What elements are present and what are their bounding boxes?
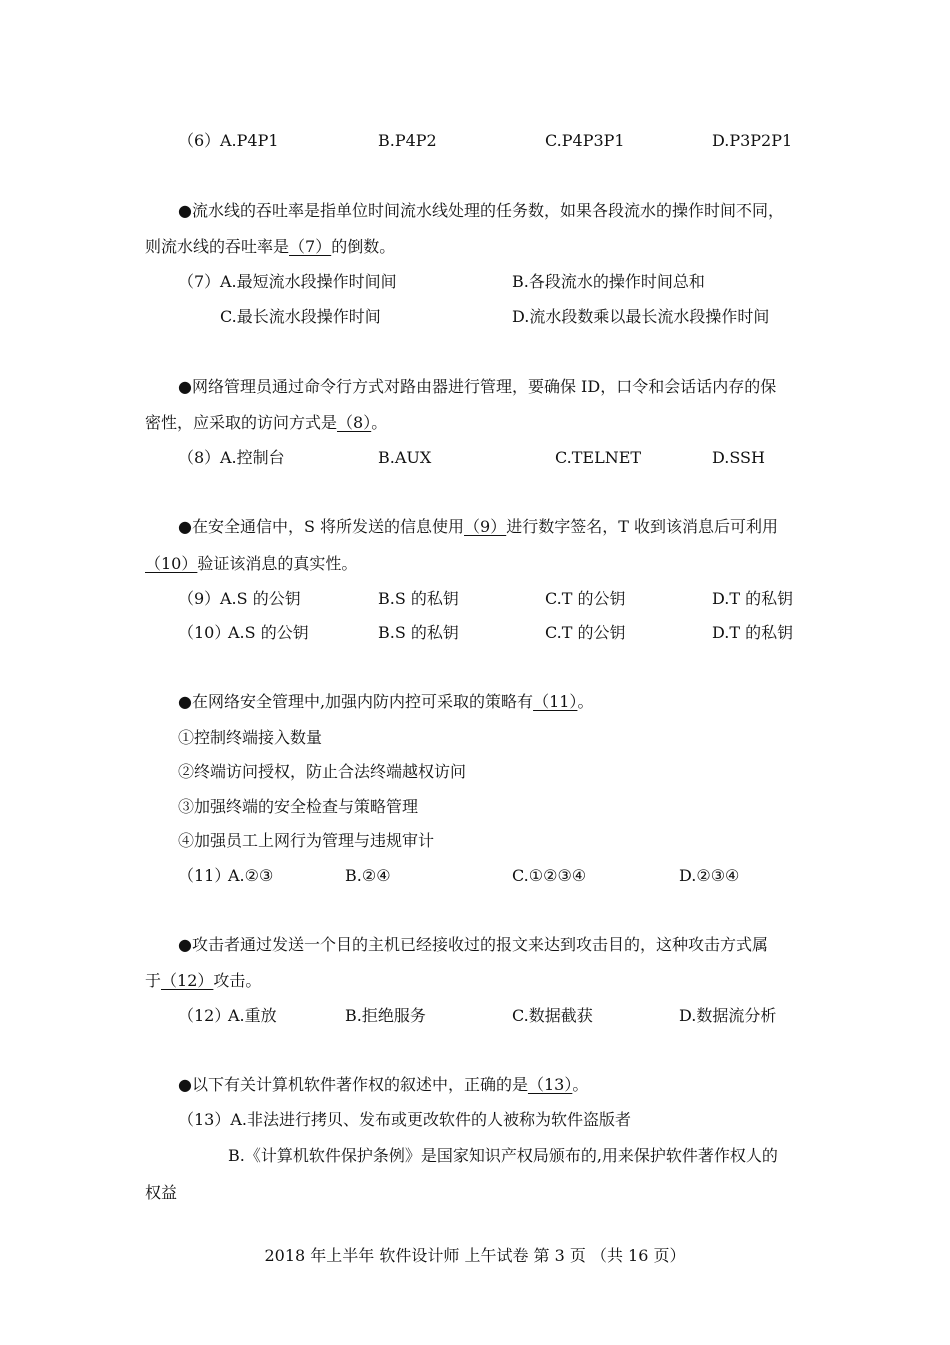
q12-option-c: C.数据截获	[512, 1006, 593, 1025]
q9-stem-pre: ●在安全通信中，S 将所发送的信息使用	[178, 517, 465, 536]
q8-option-d: D.SSH	[712, 448, 765, 467]
q7-number: （7）	[178, 272, 221, 291]
q9-option-a: A.S 的公钥	[220, 589, 301, 608]
q6-option-c: C.P4P3P1	[545, 131, 625, 150]
q7-option-d: D.流水段数乘以最长流水段操作时间	[512, 307, 770, 326]
q13-number: （13）	[178, 1110, 231, 1129]
q11-option-d: D.②③④	[679, 866, 740, 885]
q9-stem-post: 进行数字签名，T 收到该消息后可利用	[506, 517, 778, 536]
q11-number: （11）	[178, 866, 231, 885]
q10-option-b: B.S 的私钥	[378, 623, 459, 642]
q10-option-d: D.T 的私钥	[712, 623, 794, 642]
q6-option-d: D.P3P2P1	[712, 131, 793, 150]
q12-blank: （12）	[161, 971, 214, 990]
q9-stem-line1	[178, 516, 778, 538]
q10-stem-line2	[145, 553, 357, 575]
q8-blank: （8）	[337, 413, 372, 432]
q6-number: （6）	[178, 131, 221, 150]
q11-option-b: B.②④	[345, 866, 391, 885]
q11-option-c: C.①②③④	[512, 866, 587, 885]
q10-option-c: C.T 的公钥	[545, 623, 626, 642]
q13-option-b-line2: 权益	[145, 1183, 178, 1202]
page-footer: 2018 年上半年 软件设计师 上午试卷 第 3 页 （共 16 页）	[264, 1246, 686, 1265]
q6-option-a: A.P4P1	[220, 131, 279, 150]
q11-stem-post: 。	[577, 692, 594, 711]
q7-blank: （7）	[289, 237, 332, 256]
q12-stem-post: 攻击。	[213, 971, 262, 990]
q7-option-b: B.各段流水的操作时间总和	[512, 272, 705, 291]
q7-stem-line1: ●流水线的吞吐率是指单位时间流水线处理的任务数，如果各段流水的操作时间不同，	[178, 201, 784, 220]
q8-stem-pre: 密性，应采取的访问方式是	[145, 413, 338, 432]
q11-stem	[178, 691, 593, 713]
q8-option-b: B.AUX	[378, 448, 432, 467]
q9-option-b: B.S 的私钥	[378, 589, 459, 608]
q10-stem-post: 验证该消息的真实性。	[197, 554, 358, 573]
q13-stem-post: 。	[572, 1075, 589, 1094]
q10-blank: （10）	[145, 554, 198, 573]
q7-option-a: A.最短流水段操作时间间	[220, 272, 397, 291]
q7-option-c: C.最长流水段操作时间	[220, 307, 381, 326]
q12-option-a: A.重放	[228, 1006, 277, 1025]
q13-blank: （13）	[527, 1075, 573, 1094]
q9-option-c: C.T 的公钥	[545, 589, 626, 608]
q8-number: （8）	[178, 448, 221, 467]
q11-stem-pre: ●在网络安全管理中,加强内防内控可采取的策略有	[178, 692, 534, 711]
q9-blank: （9）	[464, 517, 507, 536]
q13-stem	[178, 1074, 588, 1096]
q7-stem-line2	[145, 236, 395, 258]
q8-stem-post: 。	[371, 413, 388, 432]
q12-stem-line2	[145, 970, 261, 992]
q6-option-b: B.P4P2	[378, 131, 437, 150]
q11-item-2: ②终端访问授权，防止合法终端越权访问	[178, 762, 467, 781]
q8-option-c: C.TELNET	[555, 448, 642, 467]
q11-option-a: A.②③	[228, 866, 274, 885]
q8-option-a: A.控制台	[220, 448, 285, 467]
q7-stem-post: 的倒数。	[331, 237, 396, 256]
q13-option-b-line1: B.《计算机软件保护条例》是国家知识产权局颁布的,用来保护软件著作权人的	[228, 1146, 778, 1165]
q11-blank: （11）	[533, 692, 578, 711]
q9-option-d: D.T 的私钥	[712, 589, 794, 608]
q12-option-d: D.数据流分析	[679, 1006, 777, 1025]
q12-stem-line1: ●攻击者通过发送一个目的主机已经接收过的报文来达到攻击目的，这种攻击方式属	[178, 935, 768, 954]
q13-option-a-line	[178, 1109, 631, 1131]
q12-option-b: B.拒绝服务	[345, 1006, 426, 1025]
q10-number: （10）	[178, 623, 231, 642]
q12-number: （12）	[178, 1006, 231, 1025]
q7-stem-pre: 则流水线的吞吐率是	[145, 237, 290, 256]
q8-stem-line1: ●网络管理员通过命令行方式对路由器进行管理，要确保 ID，口令和会话话内存的保	[178, 377, 777, 396]
q12-stem-pre: 于	[145, 971, 162, 990]
q11-item-3: ③加强终端的安全检查与策略管理	[178, 797, 419, 816]
q8-stem-line2	[145, 412, 387, 434]
q11-item-1: ①控制终端接入数量	[178, 728, 323, 747]
q13-option-a: A.非法进行拷贝、发布或更改软件的人被称为软件盗版者	[230, 1110, 632, 1129]
q10-option-a: A.S 的公钥	[228, 623, 309, 642]
q13-stem-pre: ●以下有关计算机软件著作权的叙述中，正确的是	[178, 1075, 528, 1094]
q11-item-4: ④加强员工上网行为管理与违规审计	[178, 831, 435, 850]
q9-number: （9）	[178, 589, 221, 608]
